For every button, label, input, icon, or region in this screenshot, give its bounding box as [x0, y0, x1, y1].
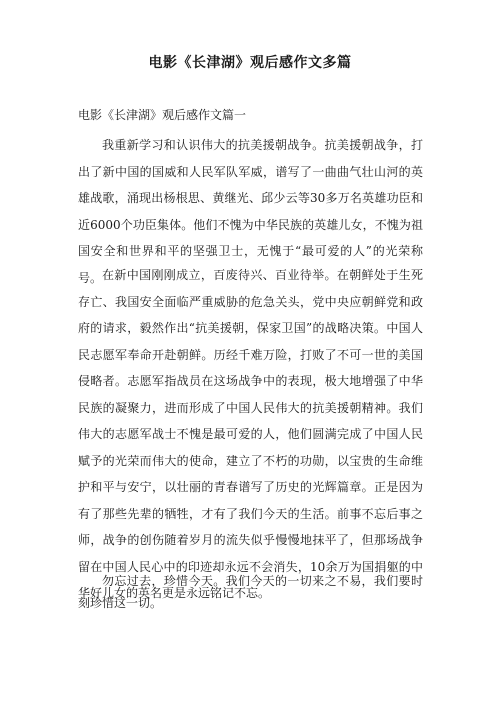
paragraph-3: 勿忘过去，珍惜今天。我们今天的一切来之不易，我们要时刻珍惜这一切。 — [78, 574, 423, 610]
section-heading: 电影《长津湖》观后感作文篇一 — [78, 108, 247, 122]
paragraph-1: 我重新学习和认识伟大的抗美援朝战争。抗美援朝战争，打出了新中国的国威和人民军队军威，谱写了一曲曲气壮山河的英雄战歌，涌现出杨根思、黄继光、邱少云等30多万名英雄功臣和近6000个功臣集体。他们不愧为中华民族的英雄儿女，不愧为祖国安全和世界和平的坚强卫士，无愧于“最可爱的人”的光荣称号。 — [78, 138, 423, 285]
document-title: 电影《长津湖》观后感作文多篇 — [148, 55, 352, 71]
paragraph-2: 在新中国刚刚成立，百废待兴、百业待举。在朝鲜处于生死存亡、我国安全面临严重威胁的危急关头，党中央应朝鲜党和政府的请求，毅然作出“抗美援朝，保家卫国”的战略决策。中国人民志愿军奉命开赴朝鲜。历经千难万险，打败了不可一世的美国侵略者。志愿军指战员在这场战争中的表现，极大地增强了中华民族的凝聚力，进而形成了中国人民伟大的抗美援朝精神。我们伟大的志愿军战士不愧是最可爱的人，他们圆满完成了中国人民赋予的光荣而伟大的使命，建立了不朽的功勋，以宝贵的生命维护和平与安宁，以壮丽的青春谱写了历史的光辉篇章。正是因为有了那些先辈的牺牲，才有了我们今天的生活。前事不忘后事之师，战争的创伤随着岁月的流失似乎慢慢地抹平了，但那场战争留在中国人民心中的印迹却永远不会消失，10余万为国捐躯的中华好儿女的英名更是永远铭记不忘。 — [78, 268, 423, 600]
